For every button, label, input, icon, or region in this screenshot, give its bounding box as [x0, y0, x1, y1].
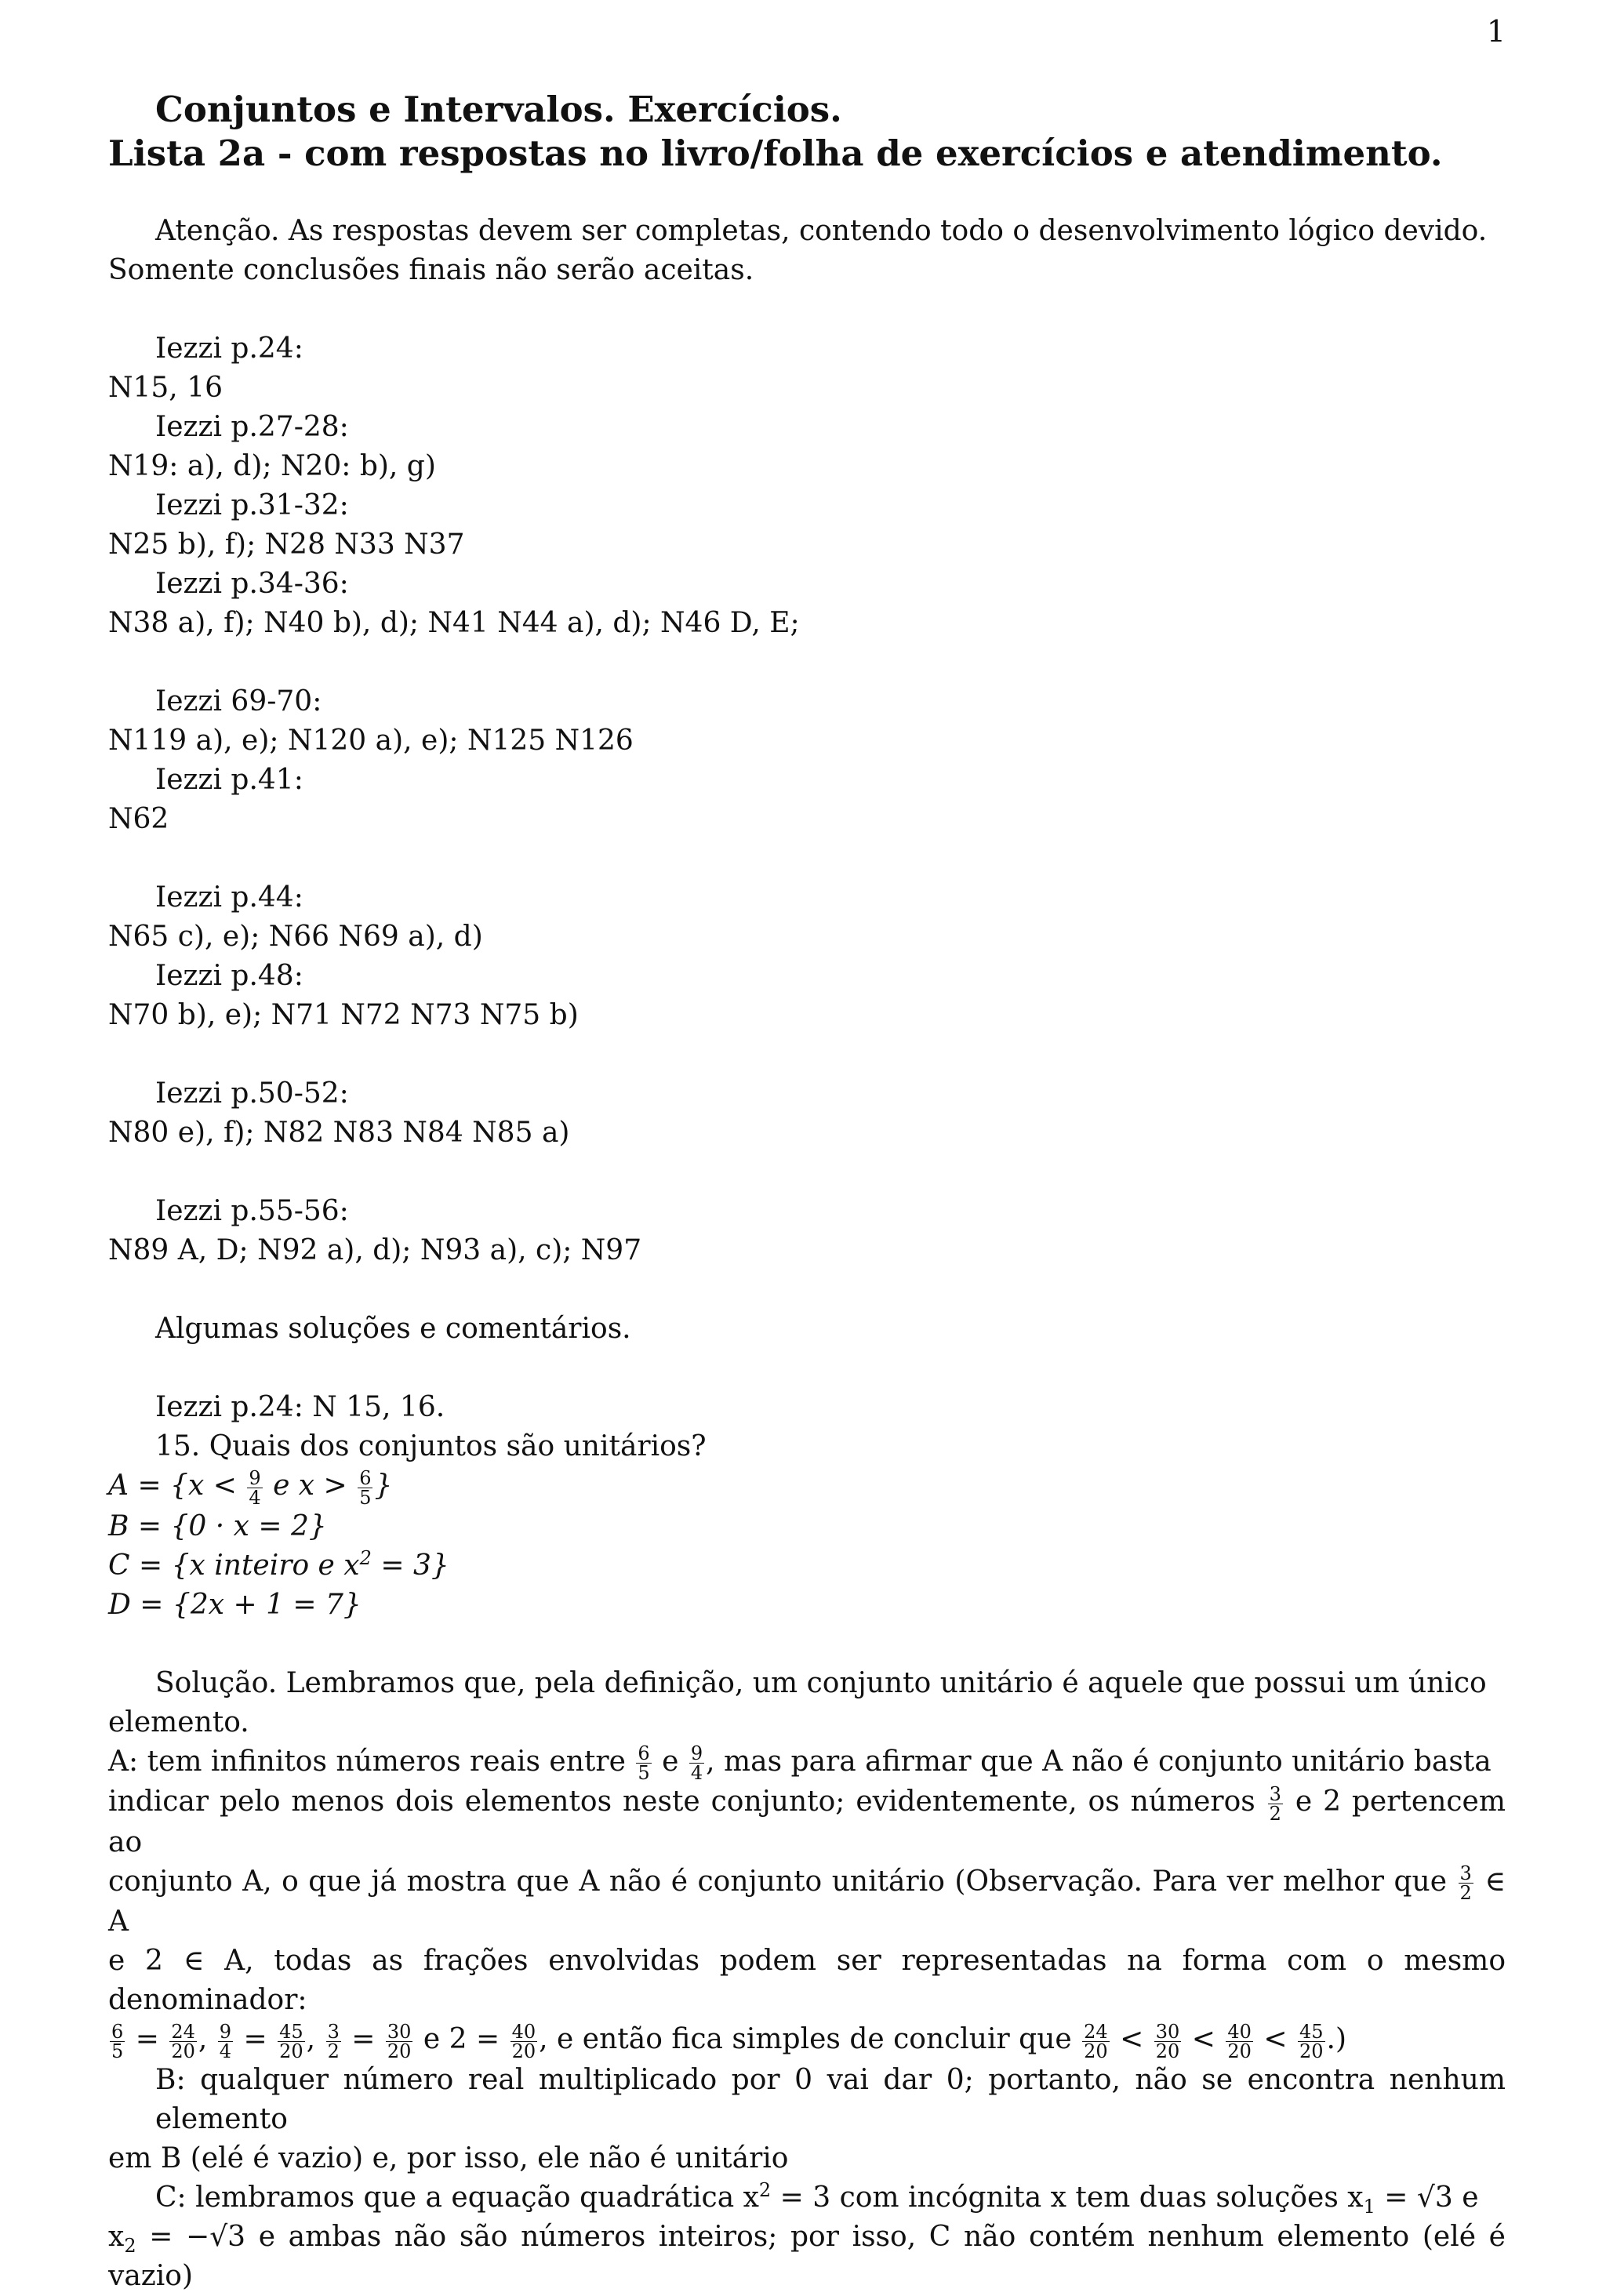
solution-b-line-2: em B (elé é vazio) e, por isso, ele não é unitário [108, 2142, 789, 2174]
exercise-heading: Iezzi p.34-36: [155, 568, 349, 600]
exercise-heading: Iezzi 69-70: [155, 685, 322, 718]
set-definitions [108, 1466, 1506, 1625]
document-title [108, 88, 1520, 176]
problem-reference: Iezzi p.24: N 15, 16. [155, 1391, 445, 1423]
exercise-items: N70 b), e); N71 N72 N73 N75 b) [108, 999, 579, 1031]
fraction: $\frac{9}{4}$ [249, 1466, 261, 1509]
exercise-heading: Iezzi p.31-32: [155, 489, 349, 521]
set-d: D = {2x + 1 = 7} [108, 1588, 362, 1621]
set-b: B = {0 · x = 2} [108, 1509, 327, 1542]
document-body [108, 212, 1506, 2296]
exercise-items: N25 b), f); N28 N33 N37 [108, 529, 465, 561]
exercise-items: N19: a), d); N20: b), g) [108, 450, 436, 482]
solution-intro-1: Solução. Lembramos que, pela definição, um conjunto unitário é aquele que possui um único [155, 1666, 1487, 1699]
set-c: C = {x inteiro e $x^2 = 3$} [108, 1546, 449, 1582]
exercise-heading: Iezzi p.48: [155, 960, 303, 992]
attention-line-1: Atenção. As respostas devem ser completas, contendo todo o desenvolvimento lógico devido. [155, 215, 1488, 247]
exercise-heading: Iezzi p.44: [155, 881, 303, 914]
exercise-heading: Iezzi p.24: [155, 332, 303, 365]
exercise-heading: Iezzi p.55-56: [155, 1195, 349, 1227]
solution-a-line-3: conjunto A, o que já mostra que A não é conjunto unitário (Observação. Para ver melhor que $\frac{3}{2}$ ∈ A [108, 1862, 1506, 1938]
exercise-items: N38 a), f); N40 b), d); N41 N44 a), d); N46 D, E; [108, 607, 800, 639]
exercise-items: N62 [108, 803, 169, 835]
exercise-list [108, 329, 1506, 1310]
solution-b-line-1: B: qualquer número real multiplicado por 0 vai dar 0; portanto, não se encontra nenhum elemento [155, 2063, 1506, 2135]
exercise-items: N119 a), e); N120 a), e); N125 N126 [108, 725, 634, 757]
solution-a-line-5: $\frac{6}{5}$ = $\frac{24}{20}$ , $\frac{9}{4}$ = $\frac{45}{20}$ , $\frac{3}{2}$ = $\frac{30}{20}$ e 2 = $\frac{40}{20}$ , e então fica simples de concluir que $\frac{24}{20}$ < $\frac{30}{20}$ < $\frac{40}{20}$ < $\frac{45}{20}$ .) [111, 2020, 1347, 2062]
problem-question: 15. Quais dos conjuntos são unitários? [155, 1430, 707, 1462]
title-line-2: Lista 2a - com respostas no livro/folha de exercícios e atendimento. [108, 133, 1443, 174]
solution-text [108, 1664, 1506, 2296]
exercise-items: N89 A, D; N92 a), d); N93 a), c); N97 [108, 1234, 642, 1266]
exercise-items: N65 c), e); N66 N69 a), d) [108, 921, 483, 953]
attention-line-2: Somente conclusões finais não serão aceitas. [108, 254, 754, 286]
exercise-heading: Iezzi p.27-28: [155, 411, 349, 443]
exercise-heading: Iezzi p.41: [155, 764, 303, 796]
solution-intro-2: elemento. [108, 1706, 249, 1738]
fraction: $\frac{6}{5}$ [359, 1466, 372, 1509]
title-line-1: Conjuntos e Intervalos. Exercícios. [155, 89, 842, 130]
exercise-items: N15, 16 [108, 372, 223, 404]
set-a: A = {x < $\frac{9}{4}$ e x > $\frac{6}{5}$ } [108, 1466, 393, 1509]
exercise-heading: Iezzi p.50-52: [155, 1077, 349, 1110]
solution-c-line-2: $x_2 = -√3$ e ambas não são números inteiros; por isso, C não contém nenhum elemento (elé é vazio) [108, 2220, 1506, 2292]
page-number: 1 [1486, 14, 1506, 49]
solution-a-line-4: e 2 ∈ A, todas as frações envolvidas podem ser representadas na forma com o mesmo denominador: [108, 1945, 1506, 2016]
solution-a-line-2: indicar pelo menos dois elementos neste conjunto; evidentemente, os números $\frac{3}{2}$ e 2 pertencem ao [108, 1782, 1506, 1858]
solutions-heading: Algumas soluções e comentários. [155, 1313, 631, 1345]
exercise-items: N80 e), f); N82 N83 N84 N85 a) [108, 1117, 570, 1149]
solution-a-line-1: A: tem infinitos números reais entre $\frac{6}{5}$ e $\frac{9}{4}$ , mas para afirmar que A não é conjunto unitário basta [108, 1742, 1492, 1784]
solution-c-line-1: C: lembramos que a equação quadrática $x^2 = 3$ com incógnita x tem duas soluções $x_1 = √3$ e [155, 2178, 1479, 2218]
